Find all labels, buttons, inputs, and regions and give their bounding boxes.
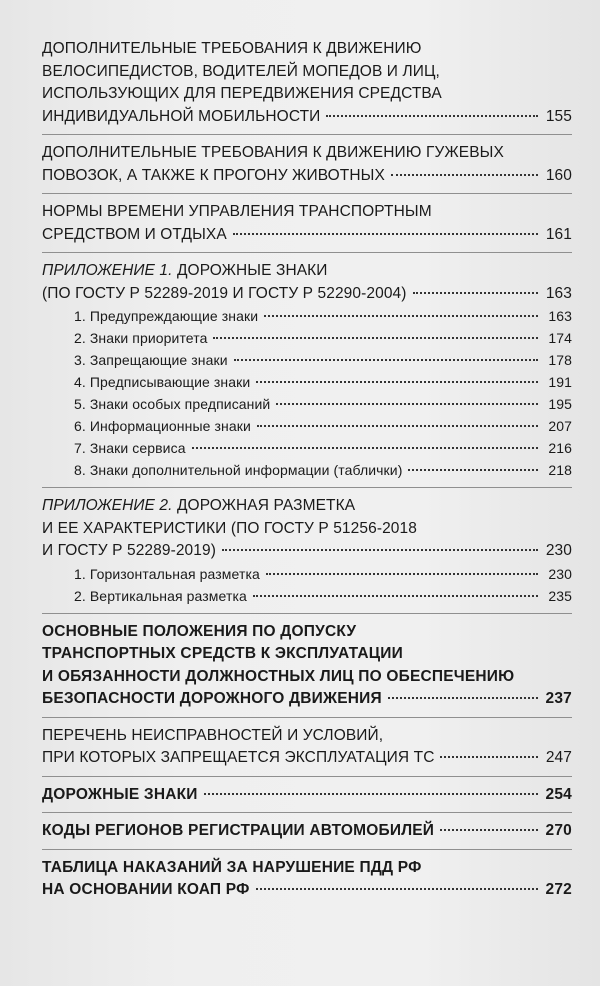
page-number: 230 [548, 565, 572, 582]
toc-subentry[interactable] [42, 371, 572, 393]
dot-leader [413, 291, 538, 294]
entry-separator [42, 717, 572, 718]
entry-title-line: ВЕЛОСИПЕДИСТОВ, ВОДИТЕЛЕЙ МОПЕДОВ И ЛИЦ, [42, 62, 440, 80]
entry-separator [42, 134, 572, 135]
page-number: 178 [548, 352, 572, 368]
entry-last-line [74, 437, 572, 459]
entry-last-line [42, 820, 572, 843]
entry-last-line [74, 585, 572, 607]
dot-leader [256, 380, 538, 383]
table-of-contents [42, 38, 572, 902]
entry-last-line [42, 540, 572, 563]
appendix-label: ПРИЛОЖЕНИЕ 1. [42, 262, 173, 279]
entry-separator [42, 849, 572, 850]
dot-leader [234, 358, 538, 361]
toc-entry[interactable] [42, 495, 572, 563]
toc-entry[interactable] [42, 260, 572, 305]
page-number: 216 [548, 440, 572, 456]
entry-title-text: ПРИ КОТОРЫХ ЗАПРЕЩАЕТСЯ ЭКСПЛУАТАЦИЯ ТС [42, 749, 435, 766]
page-number: 235 [548, 587, 572, 604]
entry-title-text: 4. Предписывающие знаки [74, 374, 251, 390]
entry-last-line [74, 371, 572, 393]
entry-title-text: НА ОСНОВАНИИ КОАП РФ [42, 881, 250, 898]
toc-entry[interactable] [42, 142, 572, 187]
entry-title-text: (ПО ГОСТУ Р 52289-2019 И ГОСТУ Р 52290-2004) [42, 284, 407, 302]
entry-separator [42, 252, 572, 253]
entry-title-text: 3. Запрещающие знаки [74, 352, 228, 368]
entry-separator [42, 812, 572, 813]
dot-leader [391, 173, 538, 176]
appendix-label: ПРИЛОЖЕНИЕ 2. [42, 497, 173, 514]
entry-title-line: ТАБЛИЦА НАКАЗАНИЙ ЗА НАРУШЕНИЕ ПДД РФ [42, 858, 422, 876]
toc-entry[interactable] [42, 201, 572, 246]
toc-entry[interactable] [42, 38, 572, 128]
dot-leader [204, 792, 538, 795]
page-number: 230 [545, 542, 572, 559]
entry-last-line [74, 349, 572, 371]
appendix-title: ДОРОЖНЫЕ ЗНАКИ [172, 262, 328, 279]
entry-last-line [74, 459, 572, 481]
entry-title-line: ДОПОЛНИТЕЛЬНЫЕ ТРЕБОВАНИЯ К ДВИЖЕНИЮ [42, 40, 422, 57]
entry-last-line [42, 283, 572, 306]
toc-subentry[interactable] [42, 327, 572, 349]
dot-leader [257, 424, 538, 427]
entry-title-text: КОДЫ РЕГИОНОВ РЕГИСТРАЦИИ АВТОМОБИЛЕЙ [42, 822, 435, 839]
page-number: 161 [545, 225, 572, 243]
dot-leader [276, 402, 538, 405]
entry-last-line [74, 563, 572, 585]
page-number: 272 [545, 881, 572, 898]
page-number: 207 [548, 418, 572, 434]
entry-title-line: ТРАНСПОРТНЫХ СРЕДСТВ К ЭКСПЛУАТАЦИИ [42, 645, 403, 662]
entry-title-line: И ЕЕ ХАРАКТЕРИСТИКИ (ПО ГОСТУ Р 51256-2018 [42, 519, 417, 537]
entry-title-text: 2. Вертикальная разметка [74, 587, 247, 604]
entry-last-line [74, 327, 572, 349]
entry-title-line: ИСПОЛЬЗУЮЩИХ ДЛЯ ПЕРЕДВИЖЕНИЯ СРЕДСТВА [42, 85, 442, 102]
entry-separator [42, 613, 572, 614]
toc-subentry[interactable] [42, 437, 572, 459]
entry-title-line: И ОБЯЗАННОСТИ ДОЛЖНОСТНЫХ ЛИЦ ПО ОБЕСПЕЧЕНИЮ [42, 667, 515, 685]
dot-leader [408, 468, 538, 471]
toc-subentry[interactable] [42, 393, 572, 415]
dot-leader [388, 696, 538, 699]
page-number: 218 [548, 462, 572, 478]
toc-subentry[interactable] [42, 415, 572, 437]
dot-leader [264, 314, 538, 317]
page-number: 155 [545, 107, 572, 125]
toc-subentry[interactable] [42, 349, 572, 371]
entry-title-text: ИНДИВИДУАЛЬНОЙ МОБИЛЬНОСТИ [42, 107, 321, 125]
page-number: 247 [545, 749, 572, 766]
page-number: 174 [548, 330, 572, 346]
entry-last-line [42, 784, 572, 807]
dot-leader [256, 887, 538, 890]
dot-leader [440, 828, 538, 831]
entry-title-text: 1. Горизонтальная разметка [74, 565, 260, 582]
entry-title-text: 8. Знаки дополнительной информации (таблички) [74, 462, 403, 478]
page-number: 254 [545, 785, 572, 803]
dot-leader [326, 114, 538, 117]
toc-entry[interactable] [42, 621, 572, 711]
entry-last-line [42, 224, 572, 247]
entry-title-text: БЕЗОПАСНОСТИ ДОРОЖНОГО ДВИЖЕНИЯ [42, 690, 382, 707]
toc-entry[interactable] [42, 857, 572, 902]
page-number: 191 [548, 374, 572, 390]
entry-title-line: ПЕРЕЧЕНЬ НЕИСПРАВНОСТЕЙ И УСЛОВИЙ, [42, 726, 384, 744]
entry-last-line [42, 879, 572, 902]
entry-last-line [42, 688, 572, 711]
toc-subentry[interactable] [42, 459, 572, 481]
toc-subentry[interactable] [42, 563, 572, 585]
appendix-title: ДОРОЖНАЯ РАЗМЕТКА [172, 497, 356, 514]
entry-last-line [42, 165, 572, 188]
entry-last-line [74, 415, 572, 437]
page-number: 160 [545, 166, 572, 184]
dot-leader [266, 572, 538, 575]
toc-entry[interactable] [42, 725, 572, 770]
toc-entry[interactable] [42, 784, 572, 807]
entry-last-line [74, 393, 572, 415]
dot-leader [440, 755, 538, 758]
entry-separator [42, 776, 572, 777]
entry-title-line: ДОПОЛНИТЕЛЬНЫЕ ТРЕБОВАНИЯ К ДВИЖЕНИЮ ГУЖЕВЫХ [42, 144, 504, 161]
dot-leader [213, 336, 538, 339]
dot-leader [253, 594, 538, 597]
entry-title-line: ОСНОВНЫЕ ПОЛОЖЕНИЯ ПО ДОПУСКУ [42, 622, 357, 640]
entry-title-text: И ГОСТУ Р 52289-2019) [42, 542, 216, 559]
toc-subentry[interactable] [42, 585, 572, 607]
entry-title-line [42, 495, 572, 518]
dot-leader [222, 548, 538, 551]
entry-title-text: ПОВОЗОК, А ТАКЖЕ К ПРОГОНУ ЖИВОТНЫХ [42, 166, 385, 184]
entry-title-text: 2. Знаки приоритета [74, 330, 208, 346]
entry-title-text: 1. Предупреждающие знаки [74, 308, 259, 324]
toc-entry[interactable] [42, 820, 572, 843]
entry-title-text: 6. Информационные знаки [74, 418, 251, 434]
dot-leader [192, 446, 538, 449]
entry-title-text: 5. Знаки особых предписаний [74, 396, 271, 412]
entry-last-line [74, 305, 572, 327]
page-number: 163 [548, 308, 572, 324]
entry-title-line: НОРМЫ ВРЕМЕНИ УПРАВЛЕНИЯ ТРАНСПОРТНЫМ [42, 203, 432, 220]
page-number: 163 [545, 284, 572, 302]
entry-title-line [42, 260, 572, 283]
entry-separator [42, 487, 572, 488]
toc-subentry[interactable] [42, 305, 572, 327]
page-number: 270 [545, 822, 572, 839]
entry-title-text: ДОРОЖНЫЕ ЗНАКИ [42, 785, 198, 803]
entry-title-text: 7. Знаки сервиса [74, 440, 186, 456]
page-number: 237 [545, 690, 572, 707]
page-number: 195 [548, 396, 572, 412]
entry-separator [42, 193, 572, 194]
entry-last-line [42, 747, 572, 770]
entry-title-text: СРЕДСТВОМ И ОТДЫХА [42, 225, 227, 243]
entry-last-line [42, 106, 572, 129]
dot-leader [233, 232, 538, 235]
